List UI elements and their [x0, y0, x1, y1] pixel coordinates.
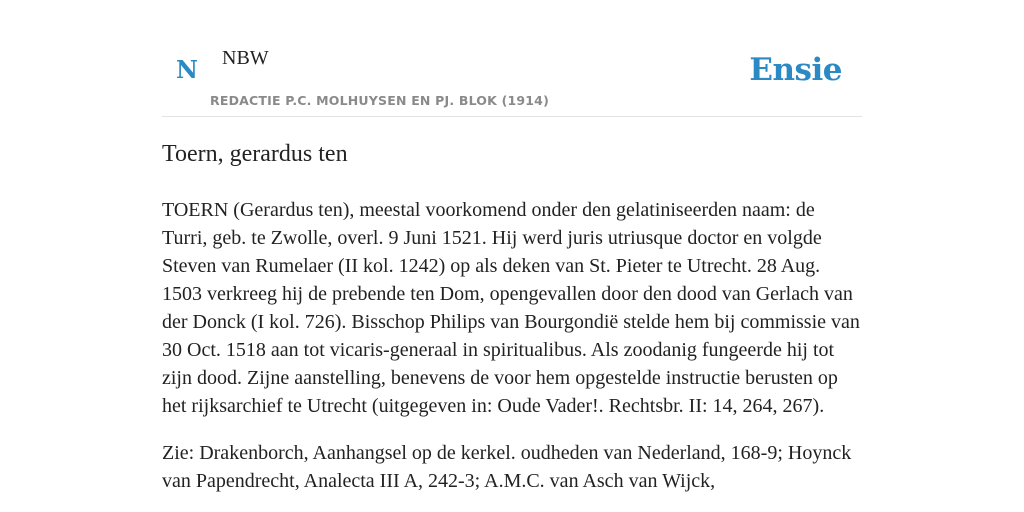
entry-title: Toern, gerardus ten — [162, 141, 348, 167]
entry-paragraph: TOERN (Gerardus ten), meestal voorkomend onder den gelatiniseerden naam: de Turri, geb. te Zwolle, overl. 9 Juni 1521. Hij werd juris utriusque doctor en volgde Steven van Rumelaer (II kol. 1242) op als deken van St. Pieter te Utrecht. 28 Aug. 1503 verkreeg hij de prebende ten Dom, opengevallen door den dood van Gerlach van der Donck (I kol. 726). Bisschop Philips van Bourgondië stelde hem bij commissie van 30 Oct. 1518 aan tot vicaris-generaal in spiritualibus. Als zoodanig fungeerde hij tot zijn dood. Zijne aanstelling, benevens de voor hem opgestelde instructie berusten op het rijksarchief te Utrecht (uitgegeven in: Oude Vader!. Rechtsbr. II: 14, 264, 267). — [162, 199, 860, 417]
brand-logo[interactable]: Ensie — [749, 52, 842, 88]
entry-content — [162, 136, 862, 495]
source-subtitle: REDACTIE P.C. MOLHUYSEN EN PJ. BLOK (1914) — [210, 93, 549, 108]
source-name[interactable]: NBW — [222, 47, 269, 69]
entry-paragraph: Zie: Drakenborch, Aanhangsel op de kerkel. oudheden van Nederland, 168-9; Hoynck van Papendrecht, Analecta III A, 242-3; A.M.C. van Asch van Wijck, — [162, 442, 852, 492]
source-logo-letter[interactable]: N — [176, 55, 198, 84]
source-header — [162, 0, 862, 117]
